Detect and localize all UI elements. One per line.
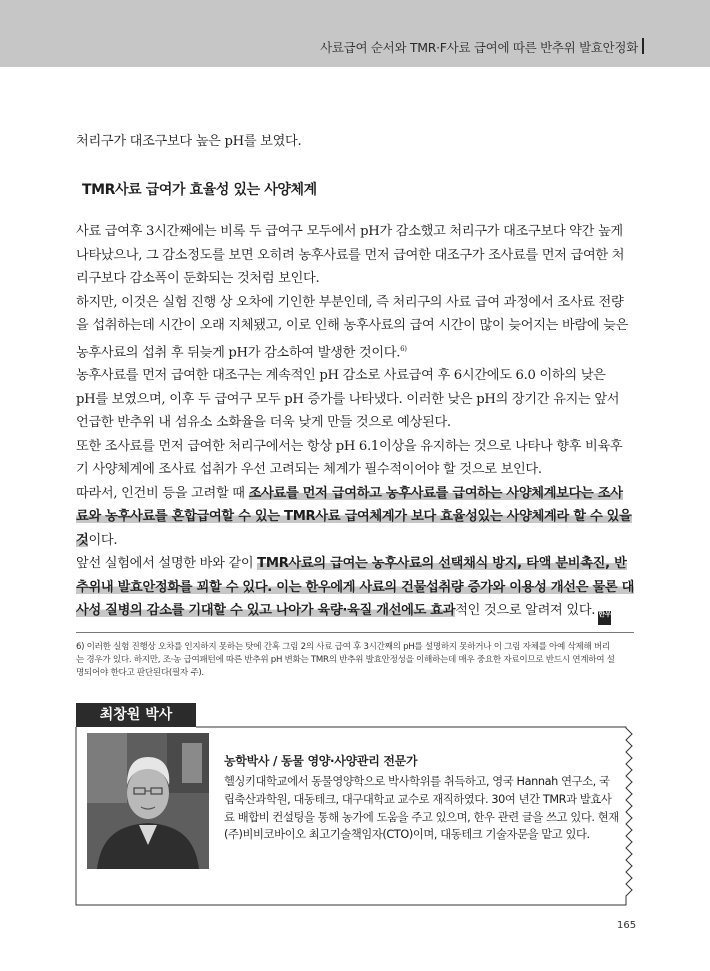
paragraph-6 <box>76 552 636 625</box>
article-end-mark: 한우 <box>598 611 611 625</box>
text-line <box>76 576 636 600</box>
paragraph-5 <box>76 482 636 553</box>
highlighted-text: 조사료를 먼저 급여하고 농후사료를 급여하는 사양체계보다는 조사 <box>248 485 623 501</box>
text-line <box>76 338 636 365</box>
author-portrait-image <box>87 733 209 869</box>
footnote-ref[interactable]: 6) <box>400 344 407 353</box>
bio-line: 립축산과학원, 대동테크, 대구대학교 교수로 재직하였다. 30여 년간 TMR과 발효사 <box>224 792 612 806</box>
text-line <box>76 552 636 576</box>
highlighted-text: 료와 농후사료를 혼합급여할 수 있는 TMR사료 급여체계가 보다 효율성있는 사양체계라 할 수 있을 <box>76 509 632 525</box>
footnote-line: 명되어야 한다고 판단된다(필자 주). <box>76 668 204 678</box>
running-header-title: 사료급여 순서와 TMR·F사료 급여에 따른 반추위 발효안정화 <box>320 40 638 55</box>
author-role: 농학박사 / 동물 영양·사양관리 전문가 <box>224 754 418 768</box>
text-line <box>76 599 636 625</box>
text-span: 따라서, 인건비 등을 고려할 때 <box>76 485 249 501</box>
header-divider <box>642 38 644 54</box>
text-line: 언급한 반추위 내 섬유소 소화율을 더욱 낮게 만들 것으로 예상된다. <box>76 415 451 431</box>
paragraph-3 <box>76 364 636 435</box>
highlighted-text: 추위내 발효안정화를 꾀할 수 있다. 이는 한우에게 사료의 건물섭취량 증가와 이용성 개선은 물론 대 <box>76 579 635 595</box>
text-line <box>76 482 636 506</box>
paragraph-4 <box>76 435 636 482</box>
highlighted-text: 사성 질병의 감소를 기대할 수 있고 나아가 육량·육질 개선에도 효과 <box>76 603 456 619</box>
footnote-divider <box>76 632 634 633</box>
text-line <box>76 505 636 529</box>
highlighted-text: 것 <box>76 532 89 548</box>
text-line: 리구보다 감소폭이 둔화되는 것처럼 보인다. <box>76 271 320 286</box>
section-title: TMR사료 급여가 효율성 있는 사양체계 <box>82 182 317 198</box>
text-line: 기 사양체계에 조사료 섭취가 우선 고려되는 체계가 필수적이어야 할 것으로 보인다. <box>76 462 542 478</box>
text-span: 적인 것으로 알려져 있다. <box>455 603 596 619</box>
text-line: 또한 조사료를 먼저 급여한 처리구에서는 항상 pH 6.1이상을 유지하는 것으로 나타나 향후 비육후 <box>76 438 623 454</box>
author-description <box>224 773 624 844</box>
footnote-line: 는 경우가 있다. 하지만, 조·농 급여패턴에 따른 반추위 pH 변화는 TMR의 반추위 발효안정성을 이해하는데 매우 중요한 자료이므로 반드시 연계하여 설 <box>76 655 615 665</box>
footnote <box>76 641 636 680</box>
text-line: 하지만, 이것은 실험 진행 상 오차에 기인한 부분인데, 즉 처리구의 사료 급여 과정에서 조사료 전량 <box>76 294 624 310</box>
paragraph-1 <box>76 220 636 291</box>
paragraph-2 <box>76 291 636 365</box>
text-span: 앞선 실험에서 설명한 바와 같이 <box>76 556 258 572</box>
text-line: 을 섭취하는데 시간이 오래 지체됐고, 이로 인해 농후사료의 급여 시간이 많이 늦어지는 바람에 늦은 <box>76 318 629 333</box>
text-span: 농후사료의 섭취 후 뒤늦게 pH가 감소하여 발생한 것이다. <box>76 344 401 360</box>
text-line <box>76 529 636 553</box>
page-number: 165 <box>617 920 637 931</box>
author-photo <box>87 733 209 869</box>
bio-line: 헬싱키대학교에서 동물영양학으로 박사학위를 취득하고, 영국 Hannah 연구소, 국 <box>224 775 610 788</box>
text-line: pH를 보였으며, 이후 두 급여구 모두 pH 증가를 나타냈다. 이러한 낮은 pH의 장기간 유지는 앞서 <box>76 391 620 407</box>
text-line: 농후사료를 먼저 급여한 대조구는 계속적인 pH 감소로 사료급여 후 6시간에도 6.0 이하의 낮은 <box>76 368 606 384</box>
text-line: 사료 급여후 3시간째에는 비록 두 급여구 모두에서 pH가 감소했고 처리구가 대조구보다 약간 높게 <box>76 224 623 239</box>
text-line: 처리구가 대조구보다 높은 pH를 보였다. <box>76 134 302 149</box>
text-span: 이다. <box>88 532 118 548</box>
bio-line: 료 배합비 컨설팅을 통해 농가에 도움을 주고 있으며, 한우 관련 글을 쓰고 있다. 현재 <box>224 810 619 824</box>
bio-line: (주)비비코바이오 최고기술책임자(CTO)이며, 대동테크 기술자문을 맡고 있다. <box>224 828 590 842</box>
footnote-line: 6) 이러한 실험 진행상 오차를 인지하지 못하는 탓에 간혹 그림 2의 사료 급여 후 3시간째의 pH를 설명하지 못하거나 이 그림 자체를 아예 삭제해 버리 <box>76 642 610 652</box>
text-line: 나타났으나, 그 감소정도를 보면 오히려 농후사료를 먼저 급여한 대조구가 조사료를 먼저 급여한 처 <box>76 247 625 263</box>
intro-paragraph <box>76 130 636 154</box>
article-body <box>76 220 636 625</box>
running-header <box>0 0 710 67</box>
author-name-tab: 최창원 박사 <box>76 703 196 727</box>
highlighted-text: TMR사료의 급여는 농후사료의 선택채식 방지, 타액 분비촉진, 반 <box>257 556 627 572</box>
